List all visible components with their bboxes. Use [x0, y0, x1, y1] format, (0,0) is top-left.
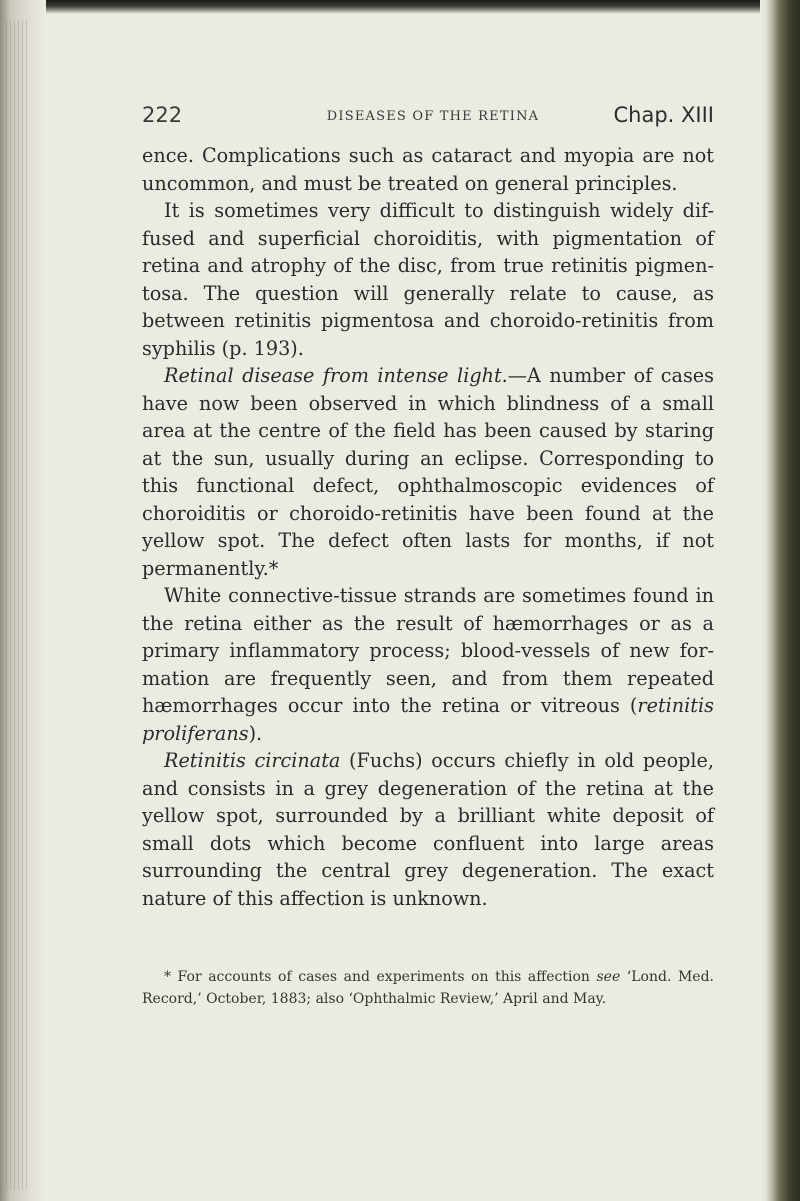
italic-term: retinitis proliferans	[142, 694, 714, 745]
paragraph-text: —A number of cases have now been observed in which blindness of a small area at the centre of the field has been caused by staring at the sun, usually during an eclipse. Corresponding to this functional defect, ophthalmoscopic evidences of choroiditis or choroido-retinitis have been found at the yellow spot. The defect often lasts for months, if not permanently.*	[142, 364, 715, 580]
footnote-body-end: ‘Lond. Med. Record,’ October, 1883; also ‘Ophthalmic Review,’ April and May.	[142, 969, 714, 1007]
section-heading: Retinitis circinata	[164, 749, 341, 772]
paragraph-differential	[142, 197, 714, 362]
paragraph-continuation	[142, 142, 714, 197]
paragraph-intense-light	[142, 362, 714, 582]
footnote-text	[142, 966, 714, 1010]
running-title: DISEASES OF THE RETINA	[326, 109, 540, 124]
paragraph-text-end: ).	[248, 721, 263, 745]
body-text	[142, 142, 714, 912]
page-number: 222	[142, 103, 183, 127]
footnote-body: * For accounts of cases and experiments on this affection	[164, 969, 597, 985]
paragraph-text: It is sometimes very difficult to distinguish widely dif-fused and superficial choroiditis, with pigmentation of retina and atrophy of the disc, from true retinitis pigmen-tosa. The question will generally relate to cause, as between retinitis pigmentosa and choroido-retinitis from syphilis (p. 193).	[142, 199, 714, 360]
chapter-label: Chap. XIII	[613, 103, 714, 127]
paragraph-circinata	[142, 747, 714, 912]
footnote	[142, 966, 714, 1010]
section-heading: Retinal disease from intense light.	[164, 364, 508, 387]
paragraph-proliferans	[142, 582, 714, 747]
paragraph-text: (Fuchs) occurs chiefly in old people, and consists in a grey degeneration of the retina at the yellow spot, surrounded by a brilliant white deposit of small dots which become confluent into large areas surrounding the central grey degeneration. The exact nature of this affection is unknown.	[142, 749, 714, 910]
page-header	[142, 103, 714, 133]
footnote-italic: see	[596, 969, 621, 985]
paragraph-text: ence. Complications such as cataract and myopia are not uncommon, and must be treated on general principles.	[142, 144, 714, 195]
paragraph-text: White connective-tissue strands are sometimes found in the retina either as the result of hæmorrhages or as a primary inflammatory process; blood-vessels of new for-mation are frequently seen, and from them repeated hæmorrhages occur into the retina or vitreous (	[142, 584, 714, 717]
